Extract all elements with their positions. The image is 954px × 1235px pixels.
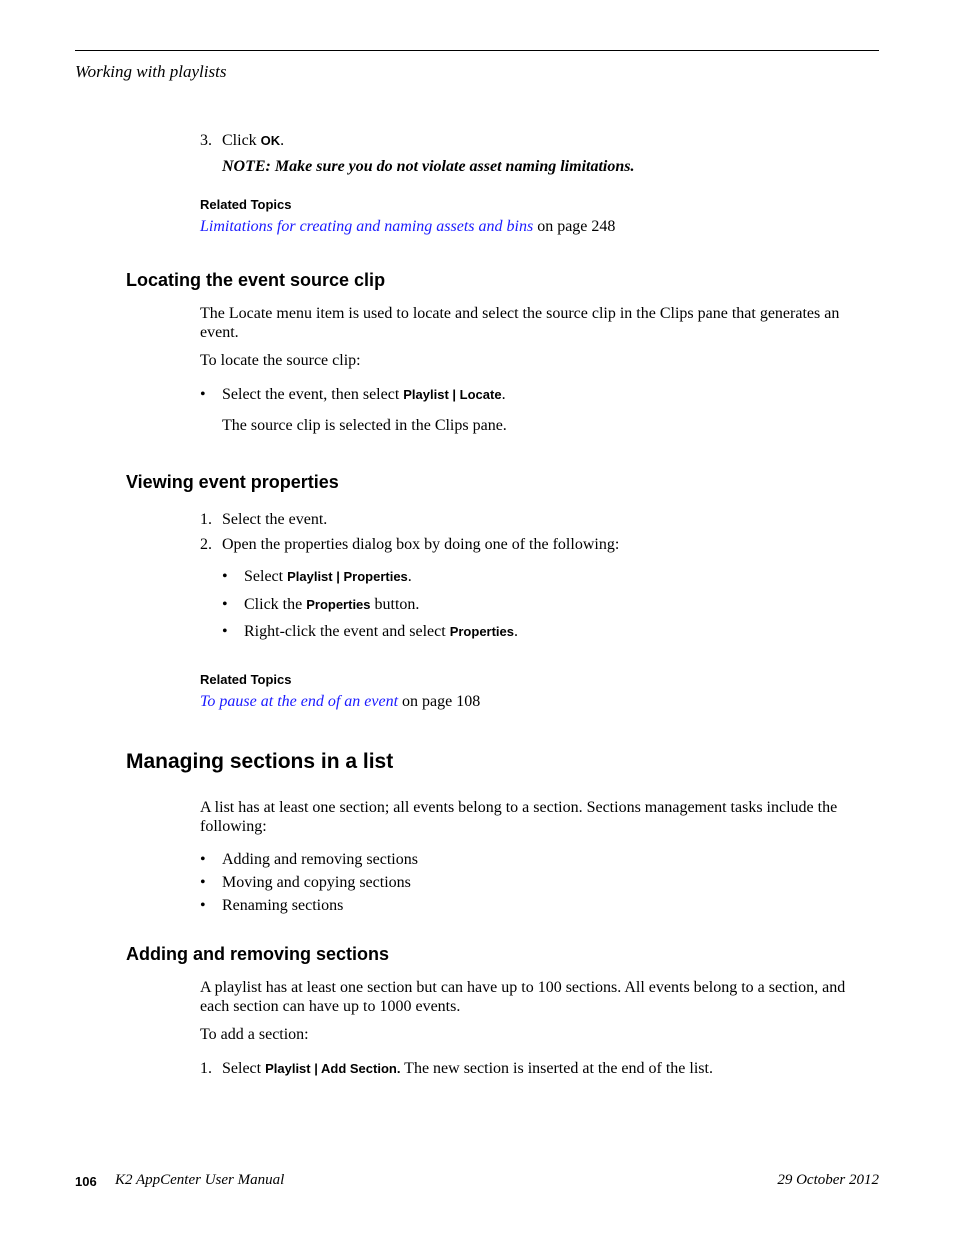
locating-bullet: • Select the event, then select Playlist | Locate. — [200, 386, 506, 403]
locating-result: The source clip is selected in the Clips pane. — [222, 417, 507, 434]
related-topic-2: To pause at the end of an event on page 108 — [200, 693, 481, 710]
ok-button-ref: OK — [260, 133, 281, 148]
manual-title: K2 AppCenter User Manual — [115, 1172, 285, 1188]
viewing-sub-2: • Click the Properties button. — [222, 596, 420, 613]
related-topics-heading: Related Topics — [200, 197, 292, 212]
adding-intro: To add a section: — [200, 1026, 309, 1043]
page-number: 106 — [75, 1174, 97, 1189]
heading-managing: Managing sections in a list — [126, 750, 394, 773]
heading-locating: Locating the event source clip — [126, 270, 386, 290]
publication-date: 29 October 2012 — [777, 1172, 879, 1188]
running-title: Working with playlists — [75, 62, 227, 81]
heading-adding: Adding and removing sections — [126, 944, 390, 964]
bullet-marker: • — [200, 386, 206, 403]
heading-viewing: Viewing event properties — [126, 472, 339, 492]
list-item: • Adding and removing sections — [200, 851, 418, 868]
list-item: • Moving and copying sections — [200, 874, 411, 891]
header-rule — [75, 50, 879, 51]
adding-step-1: 1. Select Playlist | Add Section. The new section is inserted at the end of the list. — [200, 1060, 713, 1077]
link-pause-event[interactable]: To pause at the end of an event — [200, 693, 399, 710]
link-limitations[interactable]: Limitations for creating and naming assets and bins — [200, 218, 534, 235]
locating-intro: To locate the source clip: — [200, 352, 361, 369]
locating-para: The Locate menu item is used to locate and select the source clip in the Clips pane that generates an event. — [200, 305, 840, 341]
step-3: 3. Click OK. — [200, 132, 285, 149]
note-naming: NOTE: Make sure you do not violate asset naming limitations. — [222, 158, 635, 175]
related-topic-1: Limitations for creating and naming assets and bins on page 248 — [200, 218, 616, 235]
viewing-step-1: 1. Select the event. — [200, 511, 328, 528]
viewing-step-2: 2. Open the properties dialog box by doing one of the following: — [200, 536, 620, 553]
viewing-sub-3: • Right-click the event and select Properties. — [222, 623, 519, 640]
viewing-sub-1: • Select Playlist | Properties. — [222, 568, 412, 585]
list-item: • Renaming sections — [200, 897, 344, 914]
adding-para: A playlist has at least one section but can have up to 100 sections. All events belong to a section, and each section can have up to 1000 events. — [200, 979, 846, 1015]
related-topics-heading-2: Related Topics — [200, 672, 292, 687]
managing-para: A list has at least one section; all events belong to a section. Sections management tasks include the following: — [200, 799, 838, 835]
